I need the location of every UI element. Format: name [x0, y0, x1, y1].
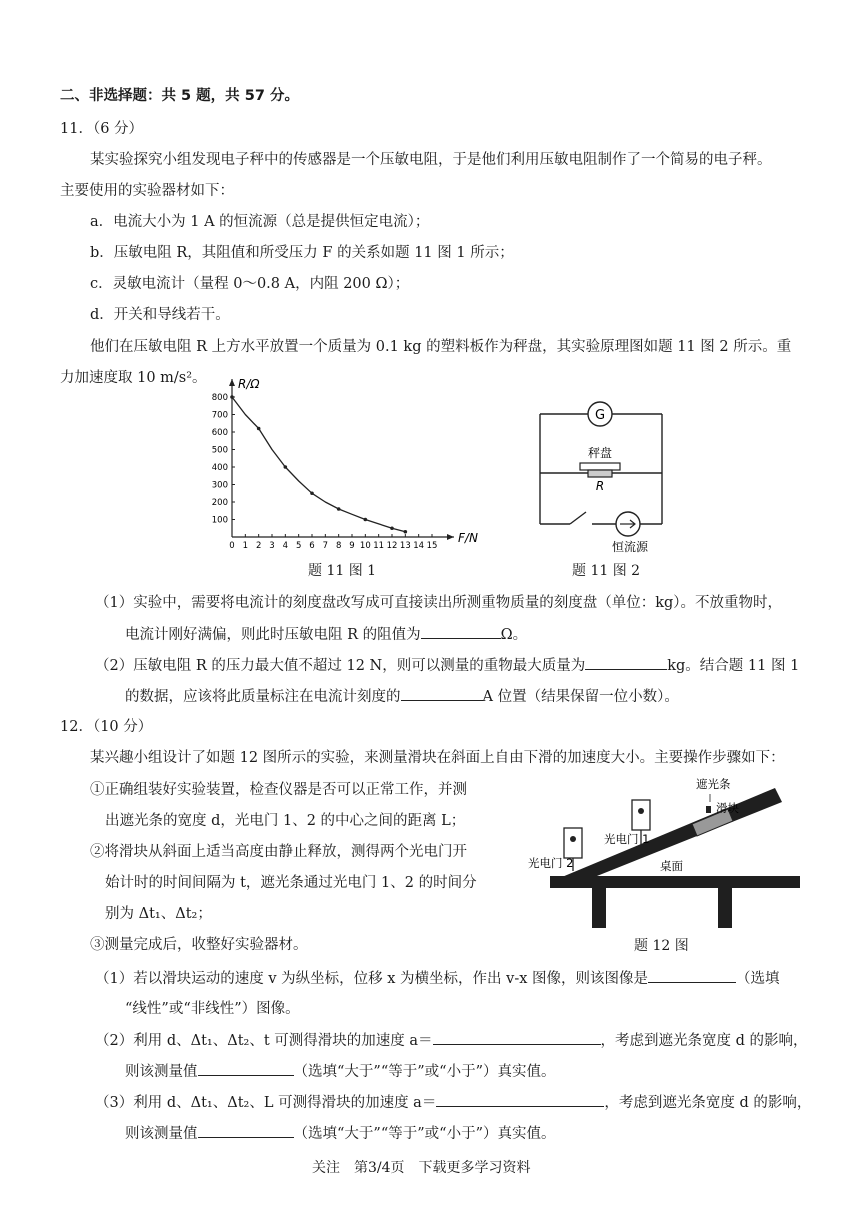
- answer-blank-graph-type[interactable]: [648, 968, 736, 983]
- x-tick-label: 14: [413, 541, 425, 551]
- q11-part2-text2: 的数据，应该将此质量标注在电流计刻度的: [125, 689, 401, 705]
- figure-12-caption: 题 12 图: [634, 938, 689, 954]
- x-tick-label: 7: [322, 541, 329, 551]
- x-axis-label: F/N: [458, 531, 478, 545]
- q12-part2-line1: [95, 1030, 808, 1051]
- y-tick-label: 200: [211, 498, 228, 508]
- q11-part2-tail: kg。结合题 11 图 1: [667, 658, 800, 674]
- answer-blank-accel-t[interactable]: [433, 1030, 601, 1045]
- slider-label: 滑块: [716, 801, 739, 815]
- q11-part2-tail2: A 位置（结果保留一位小数）。: [482, 689, 679, 705]
- data-point: [257, 427, 261, 431]
- figure-11-1-caption: 题 11 图 1: [308, 563, 377, 579]
- x-tick-label: 10: [359, 541, 371, 551]
- y-tick-label: 300: [211, 480, 228, 491]
- q12-part3-tail2: （选填“大于”“等于”或“小于”）真实值。: [293, 1126, 556, 1142]
- gate1-label: 光电门 1: [604, 832, 650, 846]
- q11-part1-line1: （1）实验中，需要将电流计的刻度盘改写成可直接读出所测重物质量的刻度盘（单位：kg）。不放重物时，: [95, 595, 783, 611]
- q11-item-d: d．开关和导线若干。: [90, 307, 230, 323]
- q12-number: 12．（10 分）: [60, 719, 153, 735]
- q12-part2-line2: [125, 1061, 555, 1082]
- x-tick-label: 5: [295, 541, 302, 551]
- q12-step1-line1: ①正确组装好实验装置，检查仪器是否可以正常工作，并测: [90, 782, 467, 798]
- x-tick-label: 3: [269, 541, 275, 551]
- y-tick-label: 500: [211, 445, 228, 456]
- x-tick-label: 4: [282, 541, 289, 551]
- q12-part1-line1: [95, 968, 780, 989]
- answer-blank-compare-2[interactable]: [198, 1123, 294, 1138]
- y-axis-arrow: [229, 379, 235, 386]
- strip-label: 遮光条: [696, 777, 731, 791]
- data-point: [284, 465, 288, 469]
- q12-part3-line1: [95, 1092, 811, 1113]
- current-source-icon: [616, 512, 640, 536]
- q12-part2-text2: 则该测量值: [125, 1064, 198, 1080]
- y-axis-label: R/Ω: [238, 377, 260, 391]
- data-point: [364, 518, 368, 522]
- section-heading: 二、非选择题：共 5 题，共 57 分。: [60, 88, 299, 104]
- q12-part1-tail: （选填: [736, 971, 780, 987]
- galvanometer-label: G: [594, 408, 606, 423]
- y-tick-label: 400: [211, 463, 228, 473]
- resistance-curve: [232, 397, 405, 532]
- answer-blank-compare-1[interactable]: [198, 1061, 294, 1076]
- answer-blank-max-mass[interactable]: [585, 655, 667, 670]
- q11-para-line1: 他们在压敏电阻 R 上方水平放置一个质量为 0.1 kg 的塑料板作为秤盘，其实验原理图如题 11 图 2 所示。重: [90, 339, 792, 355]
- q12-intro: 某兴趣小组设计了如题 12 图所示的实验，来测量滑块在斜面上自由下滑的加速度大小。主要操作步骤如下：: [90, 750, 785, 766]
- x-tick-label: 0: [229, 541, 235, 551]
- q11-part2-line2: [125, 686, 679, 707]
- y-tick-label: 600: [211, 428, 228, 438]
- answer-blank-accel-l[interactable]: [436, 1092, 604, 1107]
- x-tick-label: 13: [399, 541, 411, 551]
- q12-step3: ③测量完成后，收整好实验器材。: [90, 937, 308, 953]
- figure-11-2-circuit: [530, 398, 670, 558]
- q12-part2-tail2: （选填“大于”“等于”或“小于”）真实值。: [293, 1064, 556, 1080]
- figure-11-1-chart: [200, 372, 490, 557]
- x-tick-label: 15: [426, 541, 438, 551]
- q11-para-line2: 力加速度取 10 m/s²。: [60, 370, 207, 386]
- q11-part1-unit: Ω。: [500, 627, 528, 643]
- y-tick-label: 700: [211, 410, 228, 421]
- q12-step2-line3: 别为 Δt₁、Δt₂；: [105, 906, 212, 922]
- q12-part1-text: （1）若以滑块运动的速度 v 为纵坐标，位移 x 为横坐标，作出 v-x 图像，则该图像是: [95, 971, 649, 987]
- q11-intro-line1: 某实验探究小组发现电子秤中的传感器是一个压敏电阻，于是他们利用压敏电阻制作了一个简易的电子秤。: [90, 152, 772, 168]
- data-point: [390, 526, 394, 530]
- q11-item-c: c．灵敏电流计（量程 0～0.8 A，内阻 200 Ω）；: [90, 276, 410, 292]
- x-tick-label: 9: [349, 541, 355, 551]
- y-tick-label: 100: [211, 515, 228, 526]
- q11-part1-text: 电流计刚好满偏，则此时压敏电阻 R 的阻值为: [125, 627, 421, 643]
- x-tick-label: 1: [242, 541, 249, 551]
- table-label: 桌面: [660, 859, 683, 873]
- q11-item-a: a．电流大小为 1 A 的恒流源（总是提供恒定电流）；: [90, 214, 430, 230]
- q12-part2-text: （2）利用 d、Δt₁、Δt₂、t 可测得滑块的加速度 a＝: [95, 1033, 433, 1049]
- table-leg-left: [592, 888, 606, 928]
- data-point: [337, 507, 341, 511]
- q11-item-b: b．压敏电阻 R，其阻值和所受压力 F 的关系如题 11 图 1 所示；: [90, 245, 514, 261]
- q12-step2-line2: 始计时的时间间隔为 t，遮光条通过光电门 1、2 的时间分: [105, 875, 477, 891]
- x-tick-label: 2: [255, 541, 262, 551]
- table-leg-right: [718, 888, 732, 928]
- q11-part2-text: （2）压敏电阻 R 的压力最大值不超过 12 N，则可以测量的重物最大质量为: [95, 658, 586, 674]
- pressure-resistor: [588, 470, 612, 477]
- gate2-label: 光电门 2: [528, 856, 574, 870]
- figure-11-2-caption: 题 11 图 2: [572, 563, 641, 579]
- q12-step2-line1: ②将滑块从斜面上适当高度由静止释放，测得两个光电门开: [90, 844, 467, 860]
- x-tick-label: 6: [309, 541, 315, 551]
- x-tick-label: 8: [335, 541, 342, 551]
- figure-12-apparatus: [520, 772, 820, 932]
- q12-part3-tail: ，考虑到遮光条宽度 d 的影响，: [604, 1095, 812, 1111]
- q11-number: 11．（6 分）: [60, 121, 144, 137]
- q11-intro-line2: 主要使用的实验器材如下：: [60, 183, 234, 199]
- q11-part1-line2: [125, 624, 527, 645]
- x-tick-label: 12: [386, 541, 398, 551]
- tabletop: [550, 876, 800, 888]
- q12-part3-text2: 则该测量值: [125, 1126, 198, 1142]
- answer-blank-current[interactable]: [401, 686, 483, 701]
- data-point: [230, 395, 234, 399]
- x-axis-arrow: [447, 534, 454, 540]
- page-footer: 关注 第3/4页 下载更多学习资料: [312, 1160, 531, 1176]
- answer-blank-resistance[interactable]: [421, 624, 501, 639]
- resistor-label: R: [595, 479, 605, 493]
- data-point: [310, 491, 314, 495]
- data-point: [404, 530, 408, 534]
- x-tick-label: 11: [373, 541, 385, 551]
- current-source-label: 恒流源: [611, 540, 649, 554]
- q12-part3-text: （3）利用 d、Δt₁、Δt₂、L 可测得滑块的加速度 a＝: [95, 1095, 437, 1111]
- q12-step1-line2: 出遮光条的宽度 d，光电门 1、2 的中心之间的距离 L；: [105, 813, 466, 829]
- q11-part2-line1: [95, 655, 799, 676]
- q12-part3-line2: [125, 1123, 555, 1144]
- q12-part2-tail: ，考虑到遮光条宽度 d 的影响，: [600, 1033, 808, 1049]
- scale-pan-label: 秤盘: [587, 446, 613, 460]
- scale-pan: [580, 463, 620, 470]
- y-tick-label: 800: [211, 393, 228, 403]
- q12-part1-line2: “线性”或“非线性”）图像。: [125, 1001, 300, 1017]
